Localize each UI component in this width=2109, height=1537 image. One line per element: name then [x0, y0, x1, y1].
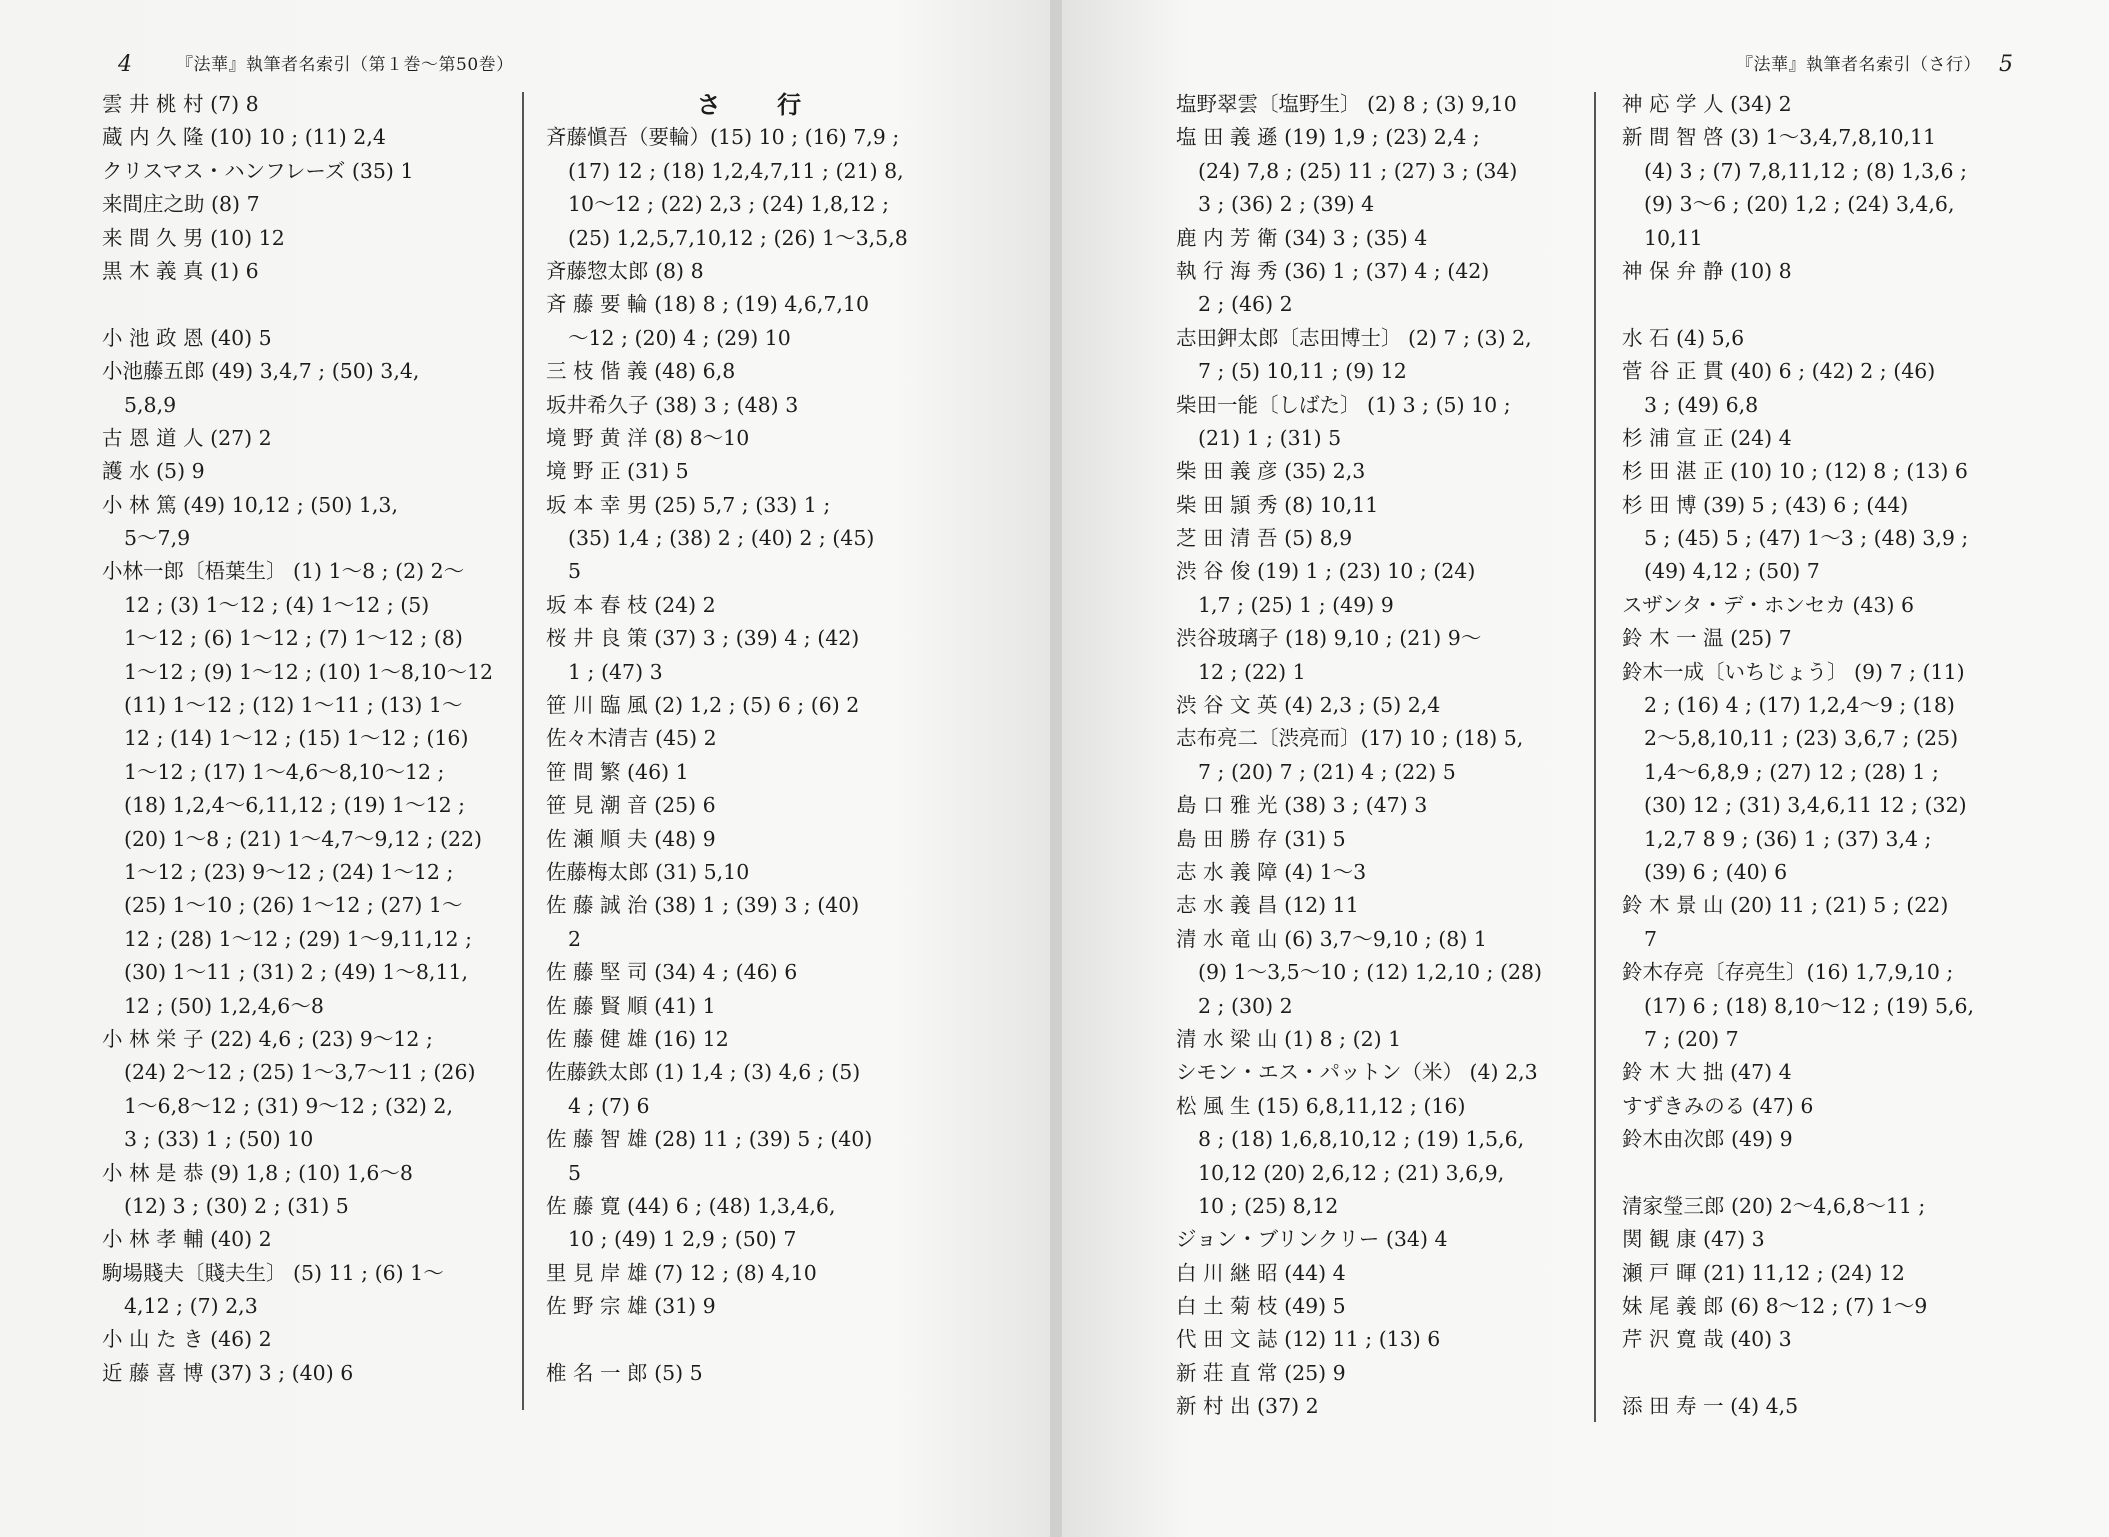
running-head: 『法華』執筆者名索引（第１巻〜第50巻）: [176, 55, 514, 75]
index-entry: 坂 本 幸 男 (25) 5,7 ; (33) 1 ;: [546, 492, 831, 517]
entry-continuation: (9) 1〜3,5〜10 ; (12) 1,2,10 ; (28): [1198, 960, 1543, 985]
index-entry: 佐 野 宗 雄 (31) 9: [546, 1294, 716, 1319]
entry-continuation: 3 ; (49) 6,8: [1644, 392, 1759, 417]
index-entry: 来間庄之助 (8) 7: [102, 192, 260, 217]
index-entry: 白 土 菊 枝 (49) 5: [1176, 1294, 1346, 1319]
index-entry: 塩 田 義 遜 (19) 1,9 ; (23) 2,4 ;: [1176, 125, 1480, 150]
index-entry: 佐々木清吉 (45) 2: [546, 726, 717, 751]
index-entry: 菅 谷 正 貫 (40) 6 ; (42) 2 ; (46): [1622, 359, 1936, 384]
index-entry: 黒 木 義 真 (1) 6: [102, 258, 259, 283]
index-entry: 添 田 寿 一 (4) 4,5: [1622, 1394, 1799, 1419]
index-entry: 小 林 篤 (49) 10,12 ; (50) 1,3,: [102, 492, 398, 517]
index-entry: 志布亮二〔渋亮而〕(17) 10 ; (18) 5,: [1176, 726, 1524, 751]
entry-continuation: 10〜12 ; (22) 2,3 ; (24) 1,8,12 ;: [568, 192, 889, 217]
entry-continuation: (11) 1〜12 ; (12) 1〜11 ; (13) 1〜: [124, 693, 463, 718]
index-entry: 佐 藤 寛 (44) 6 ; (48) 1,3,4,6,: [546, 1193, 836, 1218]
entry-continuation: 5 ; (45) 5 ; (47) 1〜3 ; (48) 3,9 ;: [1644, 526, 1969, 551]
index-entry: 坂 本 春 枝 (24) 2: [546, 592, 716, 617]
index-entry: 小林一郎〔梧葉生〕 (1) 1〜8 ; (2) 2〜: [102, 559, 465, 584]
index-entry: 蔵 内 久 隆 (10) 10 ; (11) 2,4: [102, 125, 386, 150]
entry-continuation: 5,8,9: [124, 392, 177, 417]
index-entry: 松 風 生 (15) 6,8,11,12 ; (16): [1176, 1093, 1466, 1118]
index-entry: 斉藤惣太郎 (8) 8: [546, 258, 704, 283]
entry-continuation: 2〜5,8,10,11 ; (23) 3,6,7 ; (25): [1644, 726, 1959, 751]
entry-continuation: 10,12 (20) 2,6,12 ; (21) 3,6,9,: [1198, 1160, 1505, 1185]
entry-continuation: (17) 6 ; (18) 8,10〜12 ; (19) 5,6,: [1644, 993, 1975, 1018]
index-entry: 新 間 智 啓 (3) 1〜3,4,7,8,10,11: [1622, 125, 1937, 150]
entry-continuation: (21) 1 ; (31) 5: [1198, 425, 1342, 450]
entry-continuation: (25) 1〜10 ; (26) 1〜12 ; (27) 1〜: [124, 893, 463, 918]
index-entry: 芹 沢 寛 哉 (40) 3: [1622, 1327, 1792, 1352]
entry-continuation: 1〜12 ; (6) 1〜12 ; (7) 1〜12 ; (8): [124, 626, 463, 651]
index-entry: 笹 川 臨 風 (2) 1,2 ; (5) 6 ; (6) 2: [546, 693, 860, 718]
entry-continuation: 1〜6,8〜12 ; (31) 9〜12 ; (32) 2,: [124, 1093, 453, 1118]
index-entry: 志 水 義 昌 (12) 11: [1176, 893, 1359, 918]
index-entry: 柴 田 義 彦 (35) 2,3: [1176, 459, 1366, 484]
index-entry: スザンタ・デ・ホンセカ (43) 6: [1622, 592, 1915, 617]
entry-continuation: 7 ; (20) 7 ; (21) 4 ; (22) 5: [1198, 759, 1456, 784]
entry-continuation: 2 ; (30) 2: [1198, 993, 1293, 1018]
entry-continuation: 4,12 ; (7) 2,3: [124, 1294, 258, 1319]
index-entry: すずきみのる (47) 6: [1622, 1093, 1814, 1118]
entry-continuation: 12 ; (14) 1〜12 ; (15) 1〜12 ; (16): [124, 726, 469, 751]
blank-line: [1622, 1157, 2032, 1190]
index-entry: 佐藤梅太郎 (31) 5,10: [546, 859, 750, 884]
index-entry: 渋 谷 文 英 (4) 2,3 ; (5) 2,4: [1176, 693, 1441, 718]
entry-continuation: (30) 1〜11 ; (31) 2 ; (49) 1〜8,11,: [124, 960, 469, 985]
running-head: 『法華』執筆者名索引（さ行）: [1736, 55, 1981, 75]
index-column: [546, 88, 956, 1390]
entry-continuation: 1,7 ; (25) 1 ; (49) 9: [1198, 592, 1394, 617]
blank-line: [1622, 288, 2032, 321]
entry-continuation: 10 ; (25) 8,12: [1198, 1193, 1339, 1218]
index-entry: 島 口 雅 光 (38) 3 ; (47) 3: [1176, 793, 1428, 818]
entry-continuation: 1,2,7 8 9 ; (36) 1 ; (37) 3,4 ;: [1644, 826, 1932, 851]
index-entry: 佐藤鉄太郎 (1) 1,4 ; (3) 4,6 ; (5): [546, 1060, 861, 1085]
index-entry: 護 水 (5) 9: [102, 459, 205, 484]
column-divider: [1594, 92, 1596, 1422]
index-entry: 椎 名 一 郎 (5) 5: [546, 1360, 703, 1385]
index-entry: 佐 藤 堅 司 (34) 4 ; (46) 6: [546, 960, 798, 985]
index-entry: 鈴 木 大 拙 (47) 4: [1622, 1060, 1792, 1085]
entry-continuation: (30) 12 ; (31) 3,4,6,11 12 ; (32): [1644, 793, 1967, 818]
index-entry: 渋 谷 俊 (19) 1 ; (23) 10 ; (24): [1176, 559, 1476, 584]
index-column: [1622, 88, 2032, 1424]
index-entry: 桜 井 良 策 (37) 3 ; (39) 4 ; (42): [546, 626, 860, 651]
index-entry: 鈴 木 一 温 (25) 7: [1622, 626, 1792, 651]
index-entry: 小 林 孝 輔 (40) 2: [102, 1227, 272, 1252]
blank-line: [546, 1323, 956, 1356]
index-entry: 佐 瀬 順 夫 (48) 9: [546, 826, 716, 851]
index-entry: 鈴木存亮〔存亮生〕(16) 1,7,9,10 ;: [1622, 960, 1954, 985]
index-entry: 近 藤 喜 博 (37) 3 ; (40) 6: [102, 1360, 354, 1385]
index-entry: 杉 田 湛 正 (10) 10 ; (12) 8 ; (13) 6: [1622, 459, 1968, 484]
index-entry: 佐 藤 賢 順 (41) 1: [546, 993, 716, 1018]
entry-continuation: 7: [1644, 926, 1658, 951]
entry-continuation: 7 ; (5) 10,11 ; (9) 12: [1198, 359, 1407, 384]
index-entry: 清 水 竜 山 (6) 3,7〜9,10 ; (8) 1: [1176, 926, 1487, 951]
index-entry: 佐 藤 健 雄 (16) 12: [546, 1026, 729, 1051]
index-entry: 白 川 継 昭 (44) 4: [1176, 1260, 1346, 1285]
page-number: 4: [118, 52, 132, 77]
index-entry: 妹 尾 義 郎 (6) 8〜12 ; (7) 1〜9: [1622, 1294, 1928, 1319]
entry-continuation: 1〜12 ; (17) 1〜4,6〜8,10〜12 ;: [124, 759, 445, 784]
entry-continuation: 1〜12 ; (23) 9〜12 ; (24) 1〜12 ;: [124, 859, 454, 884]
index-entry: 瀬 戸 暉 (21) 11,12 ; (24) 12: [1622, 1260, 1905, 1285]
index-entry: 志 水 義 障 (4) 1〜3: [1176, 859, 1367, 884]
index-entry: 清 水 梁 山 (1) 8 ; (2) 1: [1176, 1026, 1402, 1051]
entry-continuation: 1,4〜6,8,9 ; (27) 12 ; (28) 1 ;: [1644, 759, 1939, 784]
entry-continuation: 1〜12 ; (9) 1〜12 ; (10) 1〜8,10〜12: [124, 659, 494, 684]
index-entry: 杉 浦 宣 正 (24) 4: [1622, 425, 1792, 450]
index-entry: 鈴木一成〔いちじょう〕 (9) 7 ; (11): [1622, 659, 1965, 684]
entry-continuation: (20) 1〜8 ; (21) 1〜4,7〜9,12 ; (22): [124, 826, 483, 851]
index-entry: 鹿 内 芳 衛 (34) 3 ; (35) 4: [1176, 225, 1428, 250]
index-entry: 小 林 是 恭 (9) 1,8 ; (10) 1,6〜8: [102, 1160, 413, 1185]
index-entry: 斉藤愼吾（要輪）(15) 10 ; (16) 7,9 ;: [546, 125, 900, 150]
entry-continuation: 5: [568, 1160, 582, 1185]
index-entry: 三 枝 偕 義 (48) 6,8: [546, 359, 736, 384]
index-entry: 小 池 政 恩 (40) 5: [102, 325, 272, 350]
entry-continuation: (9) 3〜6 ; (20) 1,2 ; (24) 3,4,6,: [1644, 192, 1955, 217]
index-entry: 執 行 海 秀 (36) 1 ; (37) 4 ; (42): [1176, 258, 1490, 283]
index-entry: 島 田 勝 存 (31) 5: [1176, 826, 1346, 851]
entry-continuation: 10 ; (49) 1 2,9 ; (50) 7: [568, 1227, 797, 1252]
book-gutter: [1050, 0, 1062, 1537]
index-entry: 清家瑩三郎 (20) 2〜4,6,8〜11 ;: [1622, 1193, 1926, 1218]
index-entry: 古 恩 道 人 (27) 2: [102, 425, 272, 450]
index-entry: 柴 田 頴 秀 (8) 10,11: [1176, 492, 1379, 517]
entry-continuation: 1 ; (47) 3: [568, 659, 663, 684]
entry-continuation: 5: [568, 559, 582, 584]
index-entry: シモン・エス・パットン（米） (4) 2,3: [1176, 1060, 1538, 1085]
entry-continuation: (18) 1,2,4〜6,11,12 ; (19) 1〜12 ;: [124, 793, 466, 818]
index-entry: 境 野 黄 洋 (8) 8〜10: [546, 425, 750, 450]
index-entry: 里 見 岸 雄 (7) 12 ; (8) 4,10: [546, 1260, 817, 1285]
index-entry: 小池藤五郎 (49) 3,4,7 ; (50) 3,4,: [102, 359, 420, 384]
index-entry: 佐 藤 智 雄 (28) 11 ; (39) 5 ; (40): [546, 1127, 873, 1152]
blank-line: [102, 288, 512, 321]
index-entry: クリスマス・ハンフレーズ (35) 1: [102, 158, 414, 183]
entry-continuation: (25) 1,2,5,7,10,12 ; (26) 1〜3,5,8: [568, 225, 908, 250]
index-entry: 斉 藤 要 輪 (18) 8 ; (19) 4,6,7,10: [546, 292, 870, 317]
entry-continuation: 7 ; (20) 7: [1644, 1026, 1739, 1051]
index-entry: 雲 井 桃 村 (7) 8: [102, 92, 259, 116]
entry-continuation: 10,11: [1644, 225, 1703, 250]
entry-continuation: 12 ; (28) 1〜12 ; (29) 1〜9,11,12 ;: [124, 926, 472, 951]
index-entry: 神 応 学 人 (34) 2: [1622, 92, 1792, 116]
index-entry: 佐 藤 誠 治 (38) 1 ; (39) 3 ; (40): [546, 893, 860, 918]
blank-line: [1622, 1357, 2032, 1390]
index-entry: 芝 田 清 吾 (5) 8,9: [1176, 526, 1353, 551]
entry-continuation: 8 ; (18) 1,6,8,10,12 ; (19) 1,5,6,: [1198, 1127, 1525, 1152]
entry-continuation: (4) 3 ; (7) 7,8,11,12 ; (8) 1,3,6 ;: [1644, 158, 1967, 183]
index-entry: 志田鉀太郎〔志田博士〕 (2) 7 ; (3) 2,: [1176, 325, 1532, 350]
index-entry: 小 林 栄 子 (22) 4,6 ; (23) 9〜12 ;: [102, 1026, 433, 1051]
index-column: [102, 88, 512, 1390]
index-entry: 小 山 た き (46) 2: [102, 1327, 272, 1352]
index-entry: 柴田一能〔しばた〕 (1) 3 ; (5) 10 ;: [1176, 392, 1511, 417]
index-entry: 代 田 文 誌 (12) 11 ; (13) 6: [1176, 1327, 1441, 1352]
index-entry: 来 間 久 男 (10) 12: [102, 225, 285, 250]
index-entry: 笹 間 繁 (46) 1: [546, 759, 689, 784]
index-column: [1176, 88, 1586, 1424]
entry-continuation: 3 ; (33) 1 ; (50) 10: [124, 1127, 314, 1152]
index-entry: 神 保 弁 静 (10) 8: [1622, 258, 1792, 283]
index-entry: 杉 田 博 (39) 5 ; (43) 6 ; (44): [1622, 492, 1909, 517]
entry-continuation: (24) 2〜12 ; (25) 1〜3,7〜11 ; (26): [124, 1060, 476, 1085]
entry-continuation: (35) 1,4 ; (38) 2 ; (40) 2 ; (45): [568, 526, 875, 551]
left-page: [0, 0, 1050, 1537]
index-entry: 塩野翠雲〔塩野生〕 (2) 8 ; (3) 9,10: [1176, 92, 1517, 116]
index-entry: 境 野 正 (31) 5: [546, 459, 689, 484]
index-entry: 駒場賤夫〔賤夫生〕 (5) 11 ; (6) 1〜: [102, 1260, 444, 1285]
index-entry: ジョン・ブリンクリー (34) 4: [1176, 1227, 1448, 1252]
entry-continuation: (12) 3 ; (30) 2 ; (31) 5: [124, 1193, 349, 1218]
entry-continuation: (17) 12 ; (18) 1,2,4,7,11 ; (21) 8,: [568, 158, 904, 183]
entry-continuation: 3 ; (36) 2 ; (39) 4: [1198, 192, 1375, 217]
entry-continuation: 12 ; (22) 1: [1198, 659, 1306, 684]
page-number: 5: [1999, 52, 2013, 77]
column-divider: [522, 92, 524, 1410]
entry-continuation: (49) 4,12 ; (50) 7: [1644, 559, 1820, 584]
section-heading: さ 行: [696, 90, 826, 119]
entry-continuation: 4 ; (7) 6: [568, 1093, 650, 1118]
entry-continuation: (24) 7,8 ; (25) 11 ; (27) 3 ; (34): [1198, 158, 1518, 183]
entry-continuation: 2 ; (46) 2: [1198, 292, 1293, 317]
index-entry: 新 荘 直 常 (25) 9: [1176, 1360, 1346, 1385]
entry-continuation: (39) 6 ; (40) 6: [1644, 859, 1788, 884]
right-page: [1062, 0, 2109, 1537]
index-entry: 新 村 出 (37) 2: [1176, 1394, 1319, 1419]
entry-continuation: 2 ; (16) 4 ; (17) 1,2,4〜9 ; (18): [1644, 693, 1955, 718]
index-entry: 坂井希久子 (38) 3 ; (48) 3: [546, 392, 799, 417]
index-entry: 鈴木由次郎 (49) 9: [1622, 1127, 1793, 1152]
entry-continuation: 〜12 ; (20) 4 ; (29) 10: [568, 325, 791, 350]
entry-continuation: 12 ; (50) 1,2,4,6〜8: [124, 993, 324, 1018]
entry-continuation: 2: [568, 926, 582, 951]
entry-continuation: 12 ; (3) 1〜12 ; (4) 1〜12 ; (5): [124, 592, 430, 617]
index-entry: 関 観 康 (47) 3: [1622, 1227, 1765, 1252]
index-entry: 笹 見 潮 音 (25) 6: [546, 793, 716, 818]
index-entry: 渋谷玻璃子 (18) 9,10 ; (21) 9〜: [1176, 626, 1482, 651]
index-entry: 鈴 木 景 山 (20) 11 ; (21) 5 ; (22): [1622, 893, 1949, 918]
index-entry: 水 石 (4) 5,6: [1622, 325, 1745, 350]
entry-continuation: 5〜7,9: [124, 526, 191, 551]
